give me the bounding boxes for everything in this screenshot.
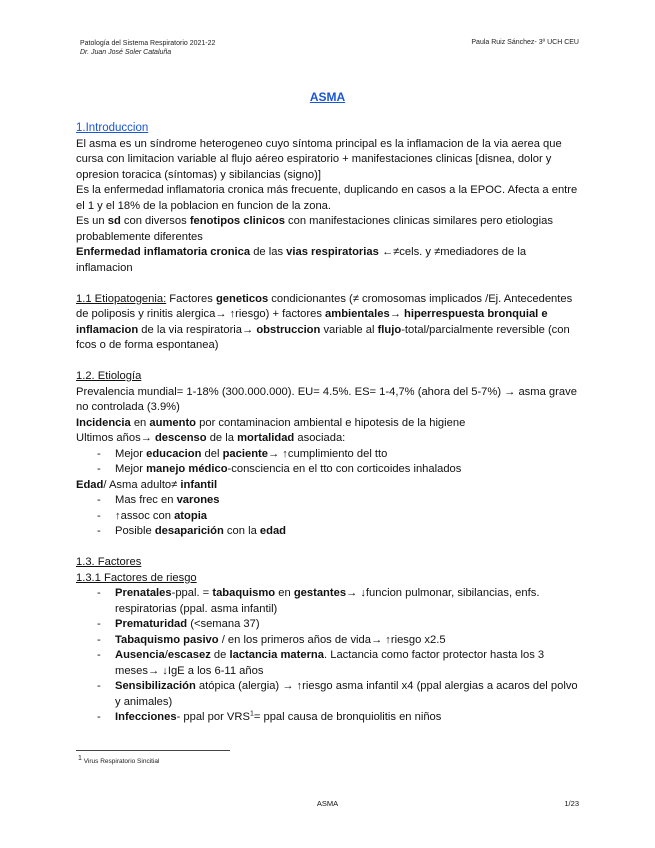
- risk-factors-list: [76, 586, 578, 726]
- prevalence-paragraph: Prevalencia mundial= 1-18% (300.000.000). EU= 4.5%. ES= 1-4,7% (ahora del 5-7%) → asma grave no controlada (3.9%): [76, 385, 577, 413]
- list-item: - ↑assoc con atopia: [76, 509, 578, 525]
- list-item: - Mas frec en varones: [76, 493, 578, 509]
- section-heading-etiologia: 1.2. Etiología: [76, 370, 142, 382]
- intro-paragraph-2: Es la enfermedad inflamatoria cronica más frecuente, duplicando en casos a la EPOC. Afecta a entre el 1 y el 18% de la poblacion en funcion de la zona.: [76, 184, 578, 212]
- section-heading-etiopatogenia: 1.1 Etiopatogenia:: [76, 292, 167, 305]
- list-item: - Infecciones- ppal por $VRS^1=$ ppal causa de bronquiolitis en niños: [76, 710, 578, 726]
- subsection-heading-factores-riesgo: 1.3.1 Factores de riesgo: [76, 571, 197, 584]
- list-item: - Ausencia/escasez de lactancia materna. Lactancia como factor protector hasta los 3 meses→ ↓IgE a los 6-11 años: [76, 648, 578, 679]
- list-item: - Tabaquismo pasivo / en los primeros años de vida→ ↑riesgo x2.5: [76, 633, 578, 649]
- list-item: - Mejor manejo médico-consciencia en el tto con corticoides inhalados: [76, 462, 578, 478]
- intro-paragraph-3: Es un sd con diversos fenotipos clinicos con manifestaciones clinicas similares pero etiologias probablemente diferentes: [76, 215, 553, 243]
- doctor-name: Dr. Juan José Soler Cataluña: [80, 49, 172, 56]
- list-item: - Posible desaparición con la edad: [76, 524, 578, 540]
- list-item: - Prematuridad (<semana 37): [76, 617, 578, 633]
- list-item: - Mejor educacion del paciente→ ↑cumplimiento del tto: [76, 447, 578, 463]
- author-name: Paula Ruiz Sánchez- 3º UCH CEU: [471, 39, 579, 46]
- etiopatogenia-paragraph: 1.1 Etiopatogenia: Factores geneticos condicionantes (≠ cromosomas implicados /Ej. Antecedentes de poliposis y rinitis alergica→ ↑riesgo) + factores ambientales→ hiperrespuesta bronquial e inflamacion de la via respiratoria→ obstruccion variable al flujo-total/parcialmente reversible (con fcos o de forma espontanea): [76, 292, 573, 351]
- footnote-reference[interactable]: 1: [249, 710, 254, 718]
- course-title: Patología del Sistema Respiratorio 2021-22: [80, 40, 216, 47]
- intro-paragraph-4: Enfermedad inflamatoria cronica de las vias respiratorias ←≠cels. y ≠mediadores de la inflamacion: [76, 246, 527, 274]
- section-heading-intro: 1.Introduccion: [76, 122, 149, 134]
- footnote: $^1$ Virus Respiratorio Sincitial: [78, 754, 160, 765]
- footnote-divider: [76, 750, 230, 751]
- mortality-paragraph: Ultimos años→ descenso de la mortalidad asociada:: [76, 432, 346, 444]
- section-heading-factores: 1.3. Factores: [76, 556, 142, 568]
- list-item: - Prenatales-ppal. = tabaquismo en gestantes→ ↓funcion pulmonar, sibilancias, enfs. respiratorias (ppal. asma infantil): [76, 586, 578, 617]
- document-body: [76, 121, 578, 726]
- mortality-list: [76, 447, 578, 478]
- list-item: - Sensibilización atópica (alergia) → ↑riesgo asma infantil x4 (ppal alergias a acaros del polvo y animales): [76, 679, 578, 710]
- age-paragraph: Edad/ Asma adulto≠ infantil: [76, 478, 218, 491]
- document-title: ASMA: [309, 90, 346, 104]
- age-list: [76, 493, 578, 540]
- page-header-left: [80, 39, 215, 57]
- footer-title: ASMA: [316, 799, 339, 808]
- incidence-paragraph: Incidencia en aumento por contaminacion ambiental e hipotesis de la higiene: [76, 416, 466, 429]
- intro-paragraph-1: El asma es un síndrome heterogeneo cuyo síntoma principal es la inflamacion de la via aerea que cursa con limitacion variable al flujo aéreo espiratorio + manifestaciones clinicas [disnea, dolor y opresion toracica (síntomas) y sibilancias (signo)]: [76, 137, 562, 181]
- page-number: 1/23: [564, 799, 579, 808]
